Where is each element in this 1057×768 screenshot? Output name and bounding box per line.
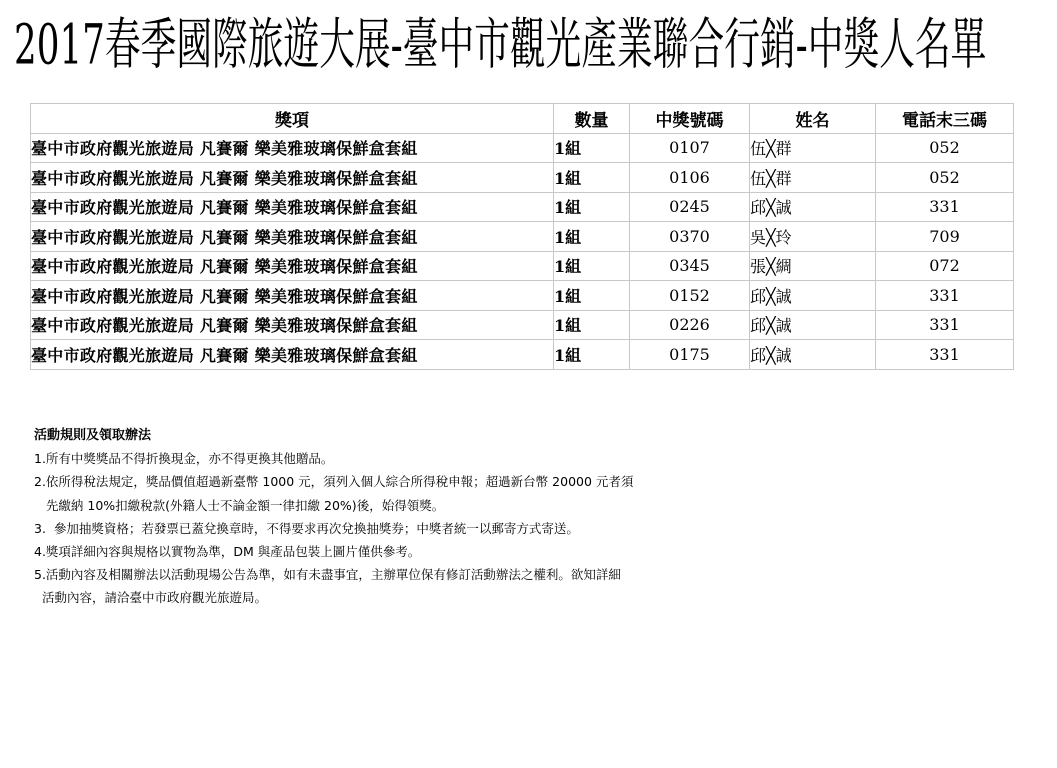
phone-cell: 331 bbox=[876, 192, 1014, 222]
rule-line: 5.活動內容及相關辦法以活動現場公告為準，如有未盡事宜，主辦單位保有修訂活動辦法之權利。欲知詳細 bbox=[34, 567, 621, 583]
header-quantity: 數量 bbox=[554, 104, 630, 134]
winning-number-cell: 0370 bbox=[630, 222, 750, 252]
name-cell: 張╳綢 bbox=[750, 251, 876, 281]
winning-number-cell: 0345 bbox=[630, 251, 750, 281]
name-cell: 邱╳誠 bbox=[750, 310, 876, 340]
header-winning-number: 中獎號碼 bbox=[630, 104, 750, 134]
table-row bbox=[31, 281, 1014, 311]
prize-cell: 臺中市政府觀光旅遊局 凡賽爾 樂美雅玻璃保鮮盒套組 bbox=[31, 310, 554, 340]
quantity-cell: 1組 bbox=[554, 281, 630, 311]
phone-cell: 709 bbox=[876, 222, 1014, 252]
page-title: 2017春季國際旅遊大展-臺中市觀光產業聯合行銷-中獎人名單 bbox=[14, 12, 987, 78]
table-header-row bbox=[31, 104, 1014, 134]
prize-cell: 臺中市政府觀光旅遊局 凡賽爾 樂美雅玻璃保鮮盒套組 bbox=[31, 222, 554, 252]
name-cell: 邱╳誠 bbox=[750, 281, 876, 311]
phone-cell: 331 bbox=[876, 310, 1014, 340]
table-row bbox=[31, 192, 1014, 222]
table-row bbox=[31, 310, 1014, 340]
phone-cell: 331 bbox=[876, 281, 1014, 311]
header-prize: 獎項 bbox=[31, 104, 554, 134]
header-phone-last-three: 電話末三碼 bbox=[876, 104, 1014, 134]
winning-number-cell: 0245 bbox=[630, 192, 750, 222]
winning-number-cell: 0152 bbox=[630, 281, 750, 311]
prize-cell: 臺中市政府觀光旅遊局 凡賽爾 樂美雅玻璃保鮮盒套組 bbox=[31, 340, 554, 370]
rules-section bbox=[34, 424, 834, 610]
rule-line: 1.所有中獎獎品不得折換現金，亦不得更換其他贈品。 bbox=[34, 451, 334, 467]
rule-line: 2.依所得稅法規定，獎品價值超過新臺幣 1000 元，須列入個人綜合所得稅申報；超過新台幣 20000 元者須 bbox=[34, 474, 634, 490]
name-cell: 邱╳誠 bbox=[750, 192, 876, 222]
prize-cell: 臺中市政府觀光旅遊局 凡賽爾 樂美雅玻璃保鮮盒套組 bbox=[31, 163, 554, 193]
table-row bbox=[31, 251, 1014, 281]
quantity-cell: 1組 bbox=[554, 340, 630, 370]
prize-cell: 臺中市政府觀光旅遊局 凡賽爾 樂美雅玻璃保鮮盒套組 bbox=[31, 133, 554, 163]
winners-table bbox=[30, 103, 1014, 370]
rule-line: 活動內容，請洽臺中市政府觀光旅遊局。 bbox=[34, 590, 267, 606]
quantity-cell: 1組 bbox=[554, 222, 630, 252]
rule-line: 3. 參加抽獎資格；若發票已蓋兌換章時，不得要求再次兌換抽獎券；中獎者統一以郵寄方式寄送。 bbox=[34, 520, 579, 536]
quantity-cell: 1組 bbox=[554, 192, 630, 222]
name-cell: 吳╳玲 bbox=[750, 222, 876, 252]
phone-cell: 052 bbox=[876, 133, 1014, 163]
table-row bbox=[31, 133, 1014, 163]
rules-title: 活動規則及領取辦法 bbox=[34, 428, 152, 443]
name-cell: 伍╳群 bbox=[750, 133, 876, 163]
rule-line: 先繳納 10%扣繳稅款(外籍人士不論金額一律扣繳 20%)後，始得領獎。 bbox=[34, 497, 445, 513]
phone-cell: 072 bbox=[876, 251, 1014, 281]
winning-number-cell: 0175 bbox=[630, 340, 750, 370]
table-row bbox=[31, 222, 1014, 252]
prize-cell: 臺中市政府觀光旅遊局 凡賽爾 樂美雅玻璃保鮮盒套組 bbox=[31, 251, 554, 281]
quantity-cell: 1組 bbox=[554, 251, 630, 281]
header-name: 姓名 bbox=[750, 104, 876, 134]
quantity-cell: 1組 bbox=[554, 310, 630, 340]
table-row bbox=[31, 340, 1014, 370]
prize-cell: 臺中市政府觀光旅遊局 凡賽爾 樂美雅玻璃保鮮盒套組 bbox=[31, 192, 554, 222]
prize-cell: 臺中市政府觀光旅遊局 凡賽爾 樂美雅玻璃保鮮盒套組 bbox=[31, 281, 554, 311]
phone-cell: 331 bbox=[876, 340, 1014, 370]
name-cell: 邱╳誠 bbox=[750, 340, 876, 370]
winning-number-cell: 0107 bbox=[630, 133, 750, 163]
quantity-cell: 1組 bbox=[554, 163, 630, 193]
winning-number-cell: 0226 bbox=[630, 310, 750, 340]
name-cell: 伍╳群 bbox=[750, 163, 876, 193]
quantity-cell: 1組 bbox=[554, 133, 630, 163]
rule-line: 4.獎項詳細內容與規格以實物為準，DM 與產品包裝上圖片僅供參考。 bbox=[34, 544, 421, 560]
phone-cell: 052 bbox=[876, 163, 1014, 193]
table-row bbox=[31, 163, 1014, 193]
winning-number-cell: 0106 bbox=[630, 163, 750, 193]
